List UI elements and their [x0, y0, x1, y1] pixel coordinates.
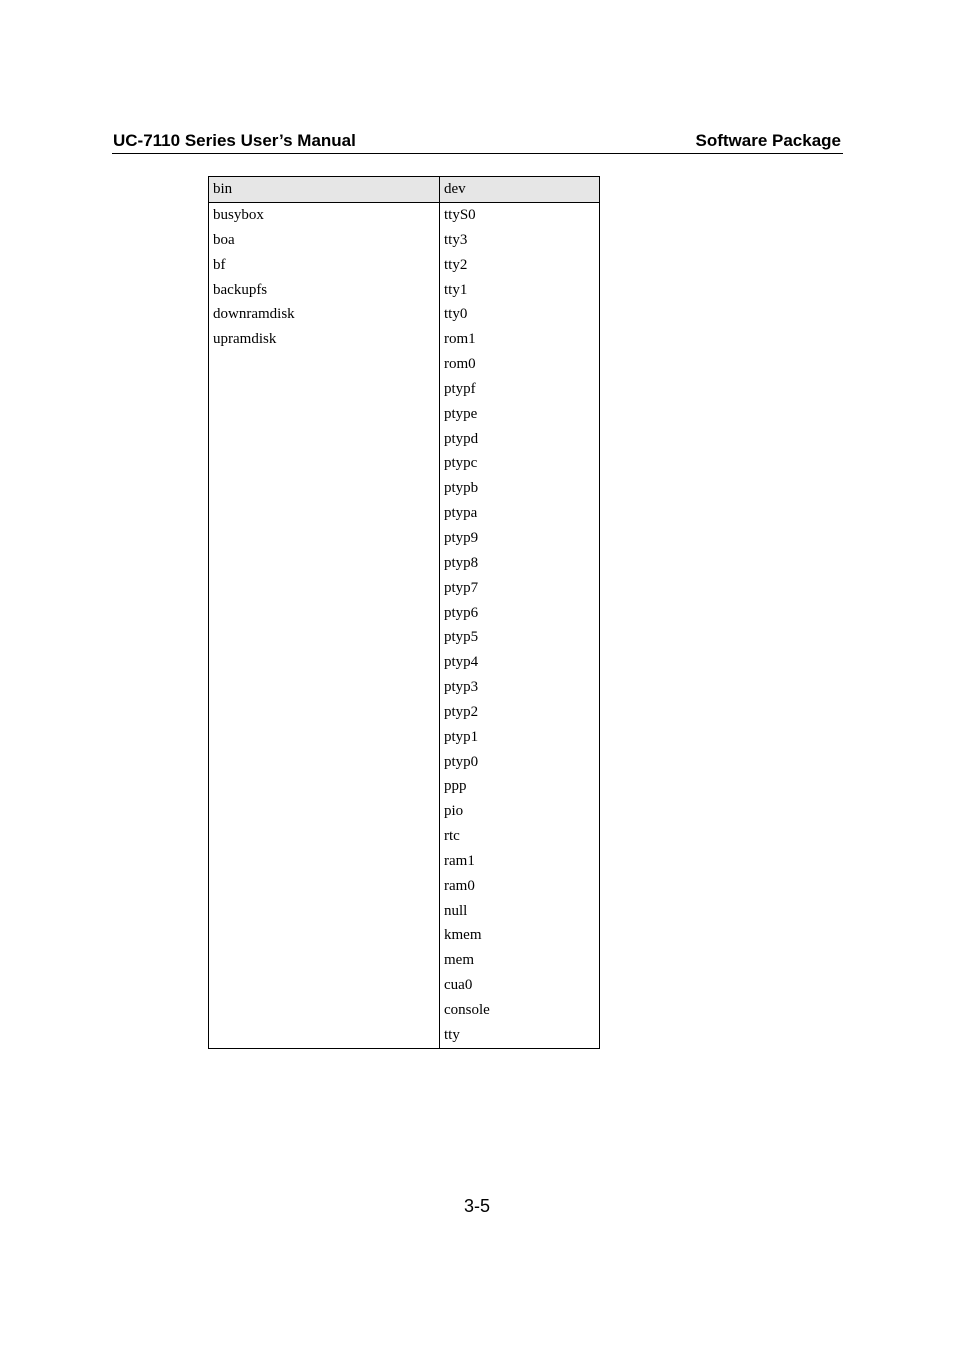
list-item: ptype	[444, 405, 478, 422]
list-item: ptyp2	[444, 703, 479, 720]
list-item: ttyS0	[444, 207, 476, 223]
list-item: console	[444, 1002, 490, 1018]
list-item: rom1	[444, 331, 476, 348]
list-item: ppp	[444, 778, 467, 795]
directory-table	[208, 176, 600, 1049]
dev-column-cell	[440, 203, 600, 1049]
section-title: Software Package	[695, 131, 841, 150]
list-item: ptyp9	[444, 529, 479, 546]
list-item: tty	[444, 1026, 460, 1043]
list-item: ptyp7	[444, 579, 479, 596]
column-header-dev: dev	[440, 177, 600, 203]
list-item: ptyp4	[444, 654, 479, 671]
list-item: pio	[444, 803, 464, 820]
table-body-row	[209, 203, 600, 1049]
list-item: tty2	[444, 256, 468, 273]
list-item: ptyp3	[444, 679, 479, 696]
list-item: backupfs	[213, 281, 268, 298]
table-header-row	[209, 177, 600, 203]
list-item: ptypb	[444, 480, 479, 497]
list-item: ptyp6	[444, 604, 479, 621]
list-item: ptyp8	[444, 554, 479, 571]
list-item: ram1	[444, 852, 475, 869]
list-item: rom0	[444, 356, 476, 373]
list-item: ptyp1	[444, 728, 479, 745]
list-item: ptyp5	[444, 629, 479, 646]
list-item: ptypf	[444, 380, 476, 397]
list-item: upramdisk	[213, 331, 277, 348]
list-item: ptyp0	[444, 753, 479, 770]
list-item: downramdisk	[213, 306, 295, 323]
column-header-bin: bin	[209, 177, 440, 203]
list-item: busybox	[213, 207, 264, 223]
list-item: tty1	[444, 281, 468, 298]
list-item: mem	[444, 952, 474, 969]
page-number: 3-5	[463, 1196, 490, 1216]
list-item: ptypd	[444, 430, 479, 447]
bin-column-cell	[209, 203, 440, 1049]
manual-title: UC-7110 Series User’s Manual	[113, 131, 356, 150]
list-item: null	[444, 902, 468, 919]
list-item: tty3	[444, 231, 468, 248]
page-header	[112, 128, 843, 154]
list-item: cua0	[444, 977, 473, 994]
list-item: kmem	[444, 927, 482, 944]
list-item: ptypa	[444, 505, 478, 522]
list-item: ptypc	[444, 455, 478, 472]
list-item: ram0	[444, 877, 475, 894]
list-item: bf	[213, 256, 226, 273]
list-item: boa	[213, 231, 235, 248]
list-item: rtc	[444, 828, 460, 845]
list-item: tty0	[444, 306, 468, 323]
